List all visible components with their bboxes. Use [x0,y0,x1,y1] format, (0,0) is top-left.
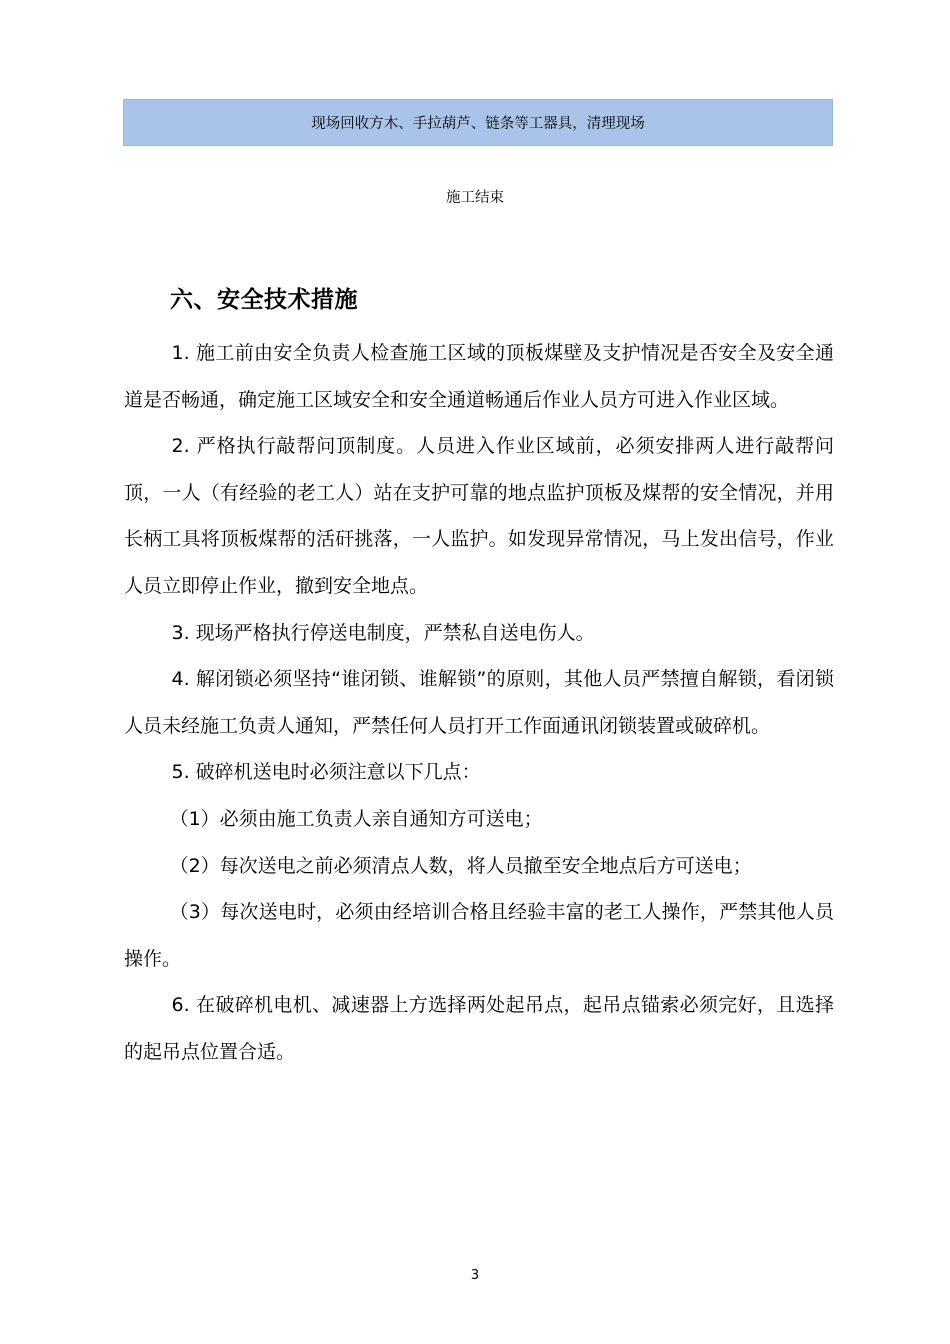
sub-item-1: （1）必须由施工负责人亲自通知方可送电； [169,807,543,830]
sub-item-2: （2）每次送电之前必须清点人数，将人员撤至安全地点后方可送电； [169,854,752,877]
flowchart-end-label: 施工结束 [446,190,504,206]
page-number: 3 [470,1268,480,1283]
sub-item-3: （3）每次送电时，必须由经培训合格且经验丰富的老工人操作，严禁其他人员操作。 [124,901,834,970]
section-heading: 六、安全技术措施 [170,287,358,313]
paragraph-6: 6. 在破碎机电机、减速器上方选择两处起吊点，起吊点锚索必须完好，且选择的起吊点位置合适。 [124,994,834,1063]
section-body [124,330,834,1076]
paragraph-5: 5. 破碎机送电时必须注意以下几点： [171,761,481,784]
paragraph-3: 3. 现场严格执行停送电制度，严禁私自送电伤人。 [171,621,595,644]
flowchart-step-box [123,99,833,146]
paragraph-4: 4. 解闭锁必须坚持“谁闭锁、谁解锁”的原则，其他人员严禁擅自解锁，看闭锁人员未经施工负责人通知，严禁任何人员打开工作面通讯闭锁装置或破碎机。 [124,668,834,737]
paragraph-1: 1. 施工前由安全负责人检查施工区域的顶板煤壁及支护情况是否安全及安全通道是否畅通，确定施工区域安全和安全通道畅通后作业人员方可进入作业区域。 [124,342,834,411]
paragraph-2: 2. 严格执行敲帮问顶制度。人员进入作业区域前，必须安排两人进行敲帮问顶，一人（有经验的老工人）站在支护可靠的地点监护顶板及煤帮的安全情况，并用长柄工具将顶板煤帮的活矸挑落，一人监护。如发现异常情况，马上发出信号，作业人员立即停止作业，撤到安全地点。 [124,435,834,597]
flowchart-step-text: 现场回收方木、手拉葫芦、链条等工器具，清理现场 [311,116,645,132]
